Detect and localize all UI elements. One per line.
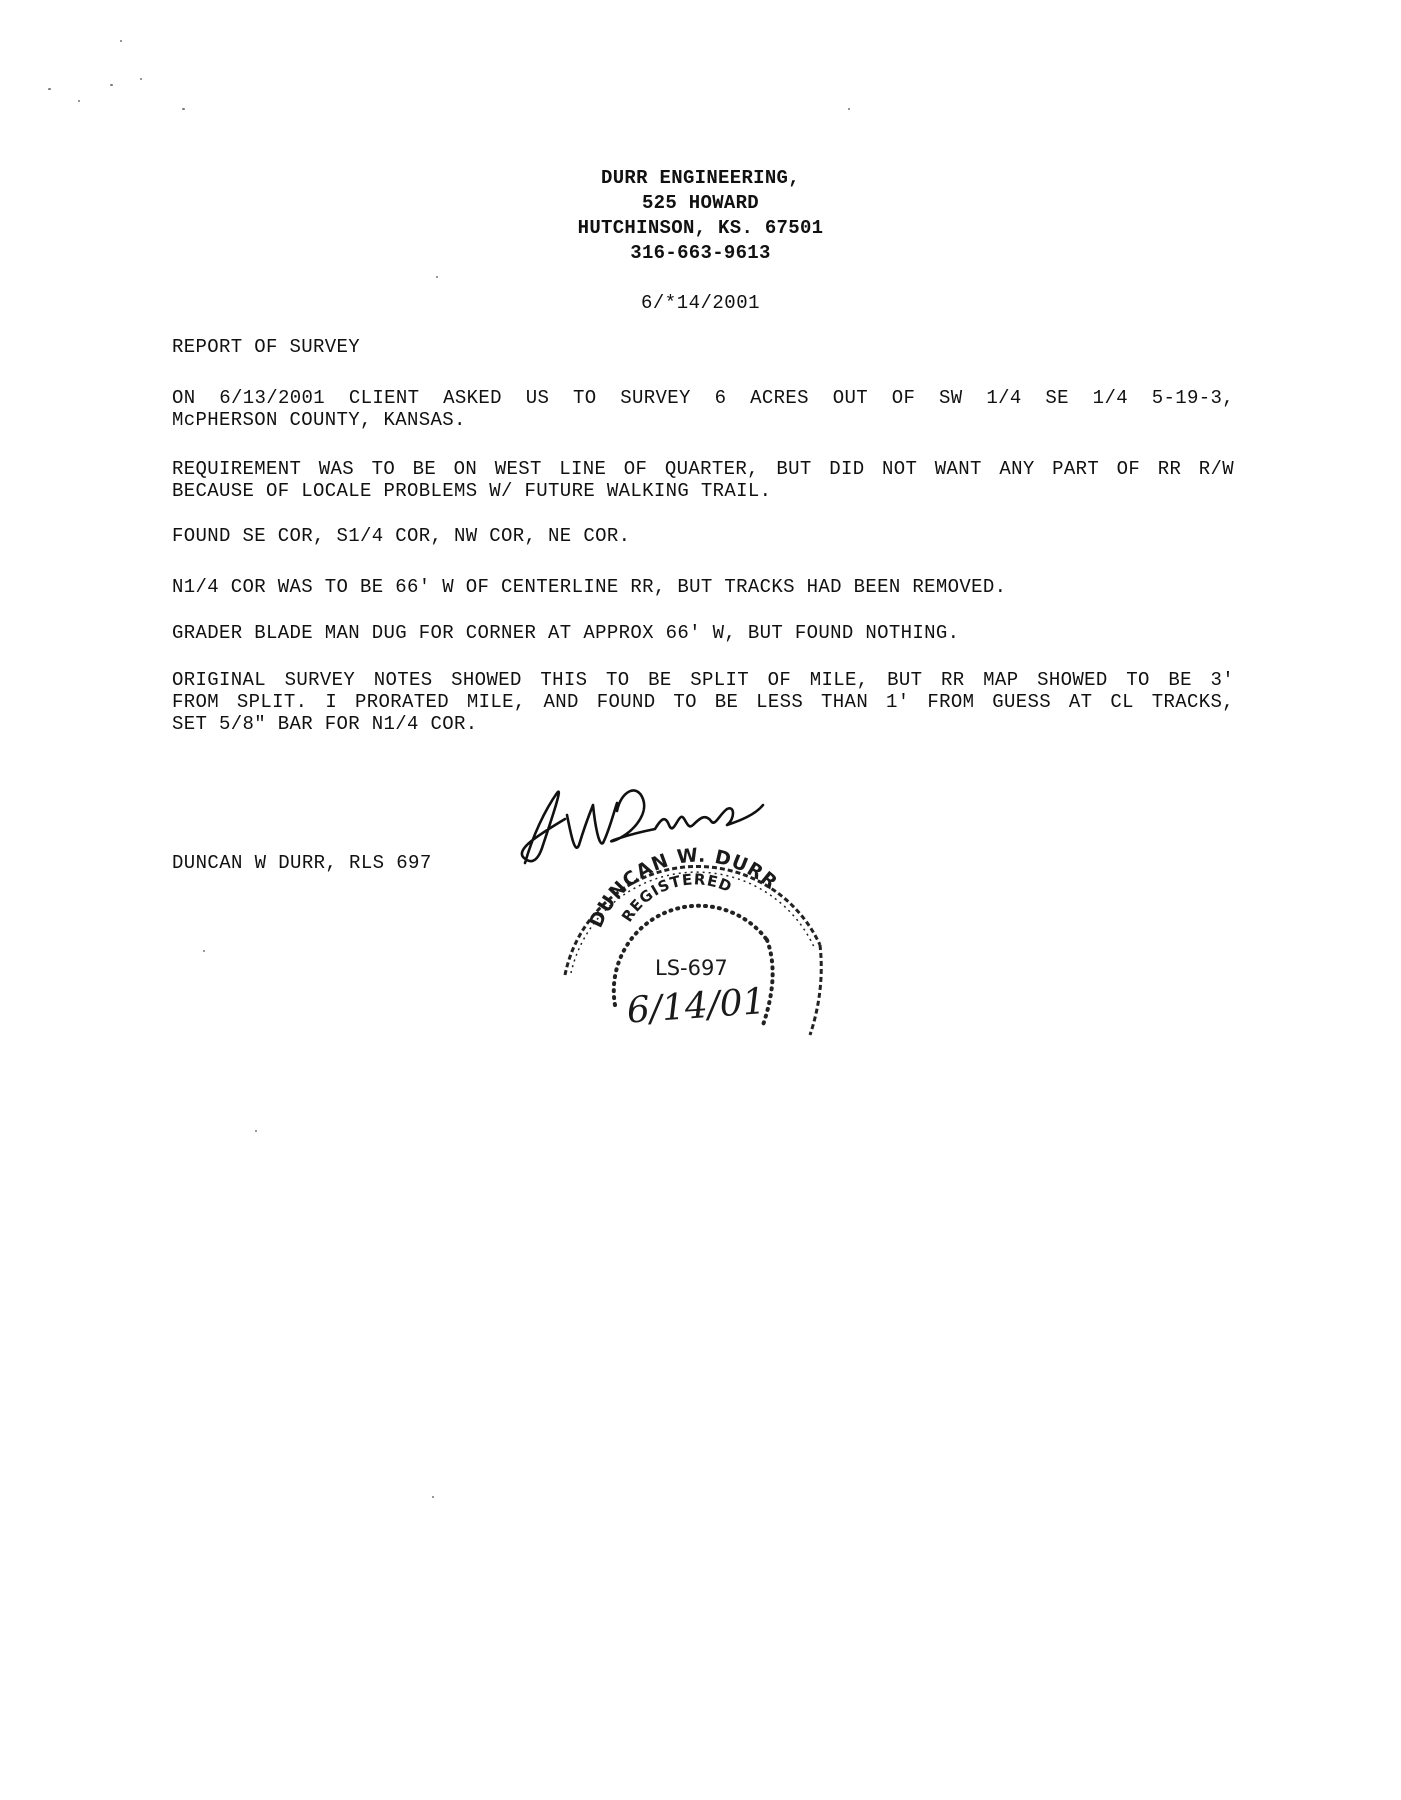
paragraph-n-quarter-corner: N1/4 COR WAS TO BE 66' W OF CENTERLINE RR, BUT TRACKS HAD BEEN REMOVED. — [172, 576, 1007, 598]
paragraph-found-corners: FOUND SE COR, S1/4 COR, NW COR, NE COR. — [172, 525, 631, 547]
paragraph-original-notes — [172, 669, 1234, 735]
seal-registered-text: REGISTERED — [617, 870, 736, 926]
seal-ring-tail — [810, 945, 821, 1035]
letterhead — [0, 166, 1401, 266]
scan-speck — [848, 108, 850, 110]
company-name: DURR ENGINEERING, — [601, 167, 800, 189]
signer-name: DUNCAN W DURR, RLS 697 — [172, 852, 432, 874]
paragraph-grader-blade: GRADER BLADE MAN DUG FOR CORNER AT APPROX 66' W, BUT FOUND NOTHING. — [172, 622, 960, 644]
seal-name-text: DUNCAN W. DURR — [584, 844, 782, 932]
scan-speck — [203, 950, 205, 952]
seal-graphic — [505, 775, 845, 1050]
scan-speck — [48, 88, 51, 90]
surveyor-seal-and-signature — [505, 775, 845, 1050]
scan-speck — [182, 108, 185, 110]
scan-speck — [432, 1496, 434, 1498]
company-city: HUTCHINSON, KS. 67501 — [577, 217, 824, 239]
scan-speck — [436, 276, 438, 278]
paragraph-line: ORIGINAL SURVEY NOTES SHOWED THIS TO BE SPLIT OF MILE, BUT RR MAP SHOWED TO BE 3' — [172, 669, 1234, 691]
scan-speck — [110, 84, 113, 86]
company-phone: 316-663-9613 — [630, 242, 771, 264]
scan-speck — [78, 100, 80, 102]
paragraph-line: SET 5/8" BAR FOR N1/4 COR. — [172, 713, 478, 735]
paragraph-line: McPHERSON COUNTY, KANSAS. — [172, 409, 466, 431]
company-street: 525 HOWARD — [641, 192, 760, 214]
report-title: REPORT OF SURVEY — [172, 336, 361, 358]
seal-license-number: LS-697 — [655, 956, 728, 980]
paragraph-line: FROM SPLIT. I PRORATED MILE, AND FOUND TO BE LESS THAN 1' FROM GUESS AT CL TRACKS, — [172, 691, 1234, 713]
document-date: 6/*14/2001 — [640, 292, 761, 314]
scan-speck — [140, 78, 142, 80]
paragraph-requirement — [172, 458, 1234, 502]
scan-speck — [255, 1130, 257, 1132]
seal-handwritten-date: 6/14/01 — [625, 981, 767, 1032]
paragraph-line: ON 6/13/2001 CLIENT ASKED US TO SURVEY 6 ACRES OUT OF SW 1/4 SE 1/4 5-19-3, — [172, 387, 1234, 409]
paragraph-client-request — [172, 387, 1234, 431]
paragraph-line: BECAUSE OF LOCALE PROBLEMS W/ FUTURE WALKING TRAIL. — [172, 480, 772, 502]
paragraph-line: REQUIREMENT WAS TO BE ON WEST LINE OF QUARTER, BUT DID NOT WANT ANY PART OF RR R/W — [172, 458, 1234, 480]
scan-speck — [120, 40, 122, 42]
